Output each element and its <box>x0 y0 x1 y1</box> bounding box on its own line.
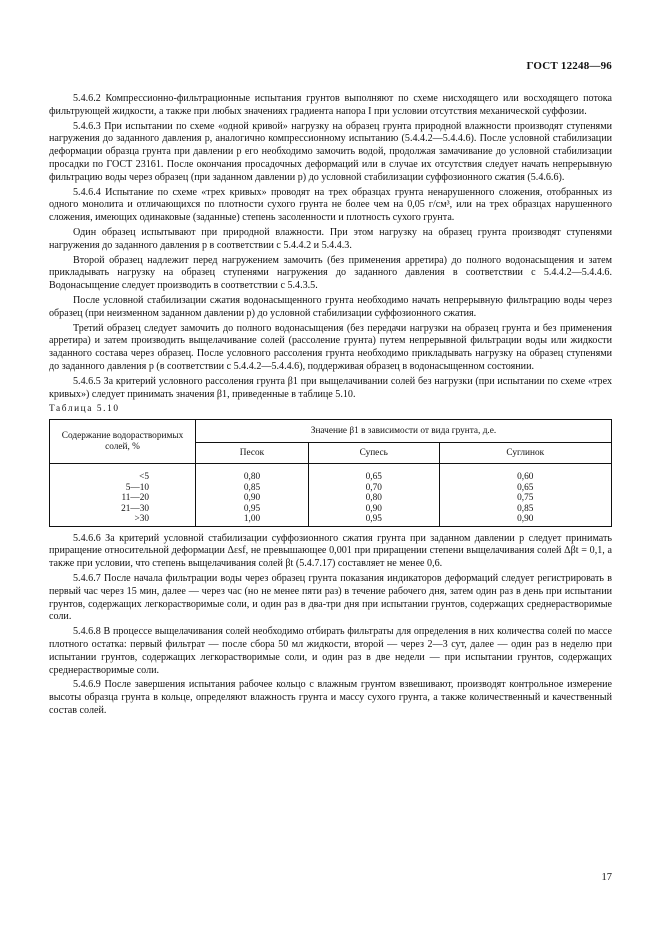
paragraph: 5.4.6.6 За критерий условной стабилизации суффозионного сжатия грунта при заданном давлении p следует принимать приращение относительной деформации Δεsf, не превышающее 0,001 при приращении степени выщелачивания солей Δβt = 0,1, а также при условии, что степень выщелачивания солей βt (5.4.7.17) составляет не менее 0,6. <box>49 532 612 570</box>
cell-sand: 0,95 <box>196 504 309 515</box>
cell-salt: 11—20 <box>50 493 196 504</box>
cell-salt: 21—30 <box>50 504 196 515</box>
cell-salt: 5—10 <box>50 483 196 494</box>
paragraph: 5.4.6.8 В процессе выщелачивания солей необходимо отбирать фильтраты для определения в них количества солей по массе плотного остатка: первый фильтрат — после сбора 50 мл жидкости, второй — через 2—3 сут, далее — один раз в неделю при испытании грунтов, содержащих легкорастворимые соли, и один раз в две недели — при испытании грунтов, содержащих среднерастворимые соли. <box>49 626 612 676</box>
main-content <box>49 93 612 720</box>
table-caption: Таблица 5.10 <box>49 404 120 415</box>
col-header-salt-content: Содержание водорастворимых солей, % <box>50 420 196 464</box>
table-row <box>50 514 612 526</box>
document-code-header: ГОСТ 12248—96 <box>526 60 612 72</box>
table-row <box>50 483 612 494</box>
paragraph: Второй образец надлежит перед нагружением замочить (без применения арретира) до полного водонасыщения и затем прикладывать нагрузку на образец ступенями нагружения до заданного давления в соответствии с 5.4.4.2—5.4.4.6. Водонасыщение следует производить в соответствии с 5.4.3.5. <box>49 254 612 292</box>
paragraph: После условной стабилизации сжатия водонасыщенного грунта необходимо начать непрерывную фильтрацию воды через образец (при неизменном заданном давлении p) до условной стабилизации суффозионного сжатия. <box>49 294 612 319</box>
cell-loam: 0,85 <box>439 504 611 515</box>
cell-loam: 0,75 <box>439 493 611 504</box>
paragraph: 5.4.6.5 За критерий условного рассоления грунта β1 при выщелачивании солей без нагрузки (при испытании по схеме «трех кривых») следует принимать значения β1, приведенные в таблице 5.10. <box>49 375 612 400</box>
paragraph: 5.4.6.9 После завершения испытания рабочее кольцо с влажным грунтом взвешивают, производят контрольное измерение высоты образца грунта в кольце, определяют влажность грунта и массу сухого грунта, а также количественный и качественный состав солей. <box>49 679 612 716</box>
col-header-sand: Песок <box>196 443 309 464</box>
paragraph: 5.4.6.7 После начала фильтрации воды через образец грунта показания индикаторов деформаций следует регистрировать в первый час через 15 мин, далее — через час (но не менее пяти раз) в течение рабочего дня, затем один раз в день при испытании грунтов, содержащих легкорастворимые соли, и один раз в два-три дня при испытании грунтов, содержащих среднерастворимые соли. <box>49 573 612 623</box>
cell-sand: 1,00 <box>196 514 309 526</box>
cell-loam: 0,60 <box>439 464 611 483</box>
table-row <box>50 504 612 515</box>
cell-sandy-loam: 0,65 <box>308 464 439 483</box>
cell-loam: 0,65 <box>439 483 611 494</box>
col-header-loam: Суглинок <box>439 443 611 464</box>
cell-loam: 0,90 <box>439 514 611 526</box>
table-5-10 <box>49 419 612 527</box>
cell-sandy-loam: 0,95 <box>308 514 439 526</box>
paragraphs-after-table <box>49 533 612 718</box>
paragraph: Один образец испытывают при природной влажности. При этом нагрузку на образец грунта производят ступенями нагружения до заданного давления p в соответствии с 5.4.4.2 и 5.4.4.3. <box>49 226 612 251</box>
col-header-sandy-loam: Супесь <box>308 443 439 464</box>
cell-sandy-loam: 0,70 <box>308 483 439 494</box>
cell-salt: >30 <box>50 514 196 526</box>
table-row <box>50 464 612 483</box>
paragraph: 5.4.6.2 Компрессионно-фильтрационные испытания грунтов выполняют по схеме нисходящего или восходящего потока фильтрующей жидкости, а также при любых значениях градиента напора I при условии отсутствия механической суффозии. <box>49 93 612 117</box>
col-header-beta-group: Значение β1 в зависимости от вида грунта, д.е. <box>196 420 612 443</box>
paragraph: 5.4.6.4 Испытание по схеме «трех кривых» проводят на трех образцах грунта ненарушенного сложения, отобранных из одного монолита и отличающихся по плотности сухого грунта не более чем на 0,05 г/см³, или на трех образцах нарушенного сложения, имеющих одинаковые (заданные) степень засоленности и плотность сухого грунта. <box>49 186 612 224</box>
cell-sand: 0,90 <box>196 493 309 504</box>
paragraph: Третий образец следует замочить до полного водонасыщения (без передачи нагрузки на образец грунта и без применения арретира) и затем производить выщелачивание солей (рассоление грунта) путем непрерывной фильтрации воды или жидкости заданного состава через образец. После условного рассоления грунта необходимо прикладывать нагрузку на образец ступенями до заданного давления p (в соответствии с 5.4.4.2—5.4.4.6), поддерживая образец в водонасыщенном состоянии. <box>49 322 612 372</box>
paragraphs-before-table <box>49 93 612 401</box>
page-number: 17 <box>601 872 612 883</box>
table-row <box>50 493 612 504</box>
cell-salt: <5 <box>50 464 196 483</box>
paragraph: 5.4.6.3 При испытании по схеме «одной кривой» нагрузку на образец грунта природной влажности производят ступенями нагружения до заданного давления p, аналогично компрессионному испытанию (5.4.4.2—5.4.4.6). После условной стабилизации деформации образца грунта при давлении p его необходимо замочить водой, продолжая замачивание до условной стабилизации просадки по ГОСТ 23161. После окончания просадочных деформаций или в случае их отсутствия следует начать непрерывную фильтрацию воды через образец (при заданном давлении p) до условной стабилизации суффозионного сжатия (5.4.6.6). <box>49 120 612 183</box>
cell-sandy-loam: 0,90 <box>308 504 439 515</box>
cell-sand: 0,85 <box>196 483 309 494</box>
cell-sandy-loam: 0,80 <box>308 493 439 504</box>
cell-sand: 0,80 <box>196 464 309 483</box>
